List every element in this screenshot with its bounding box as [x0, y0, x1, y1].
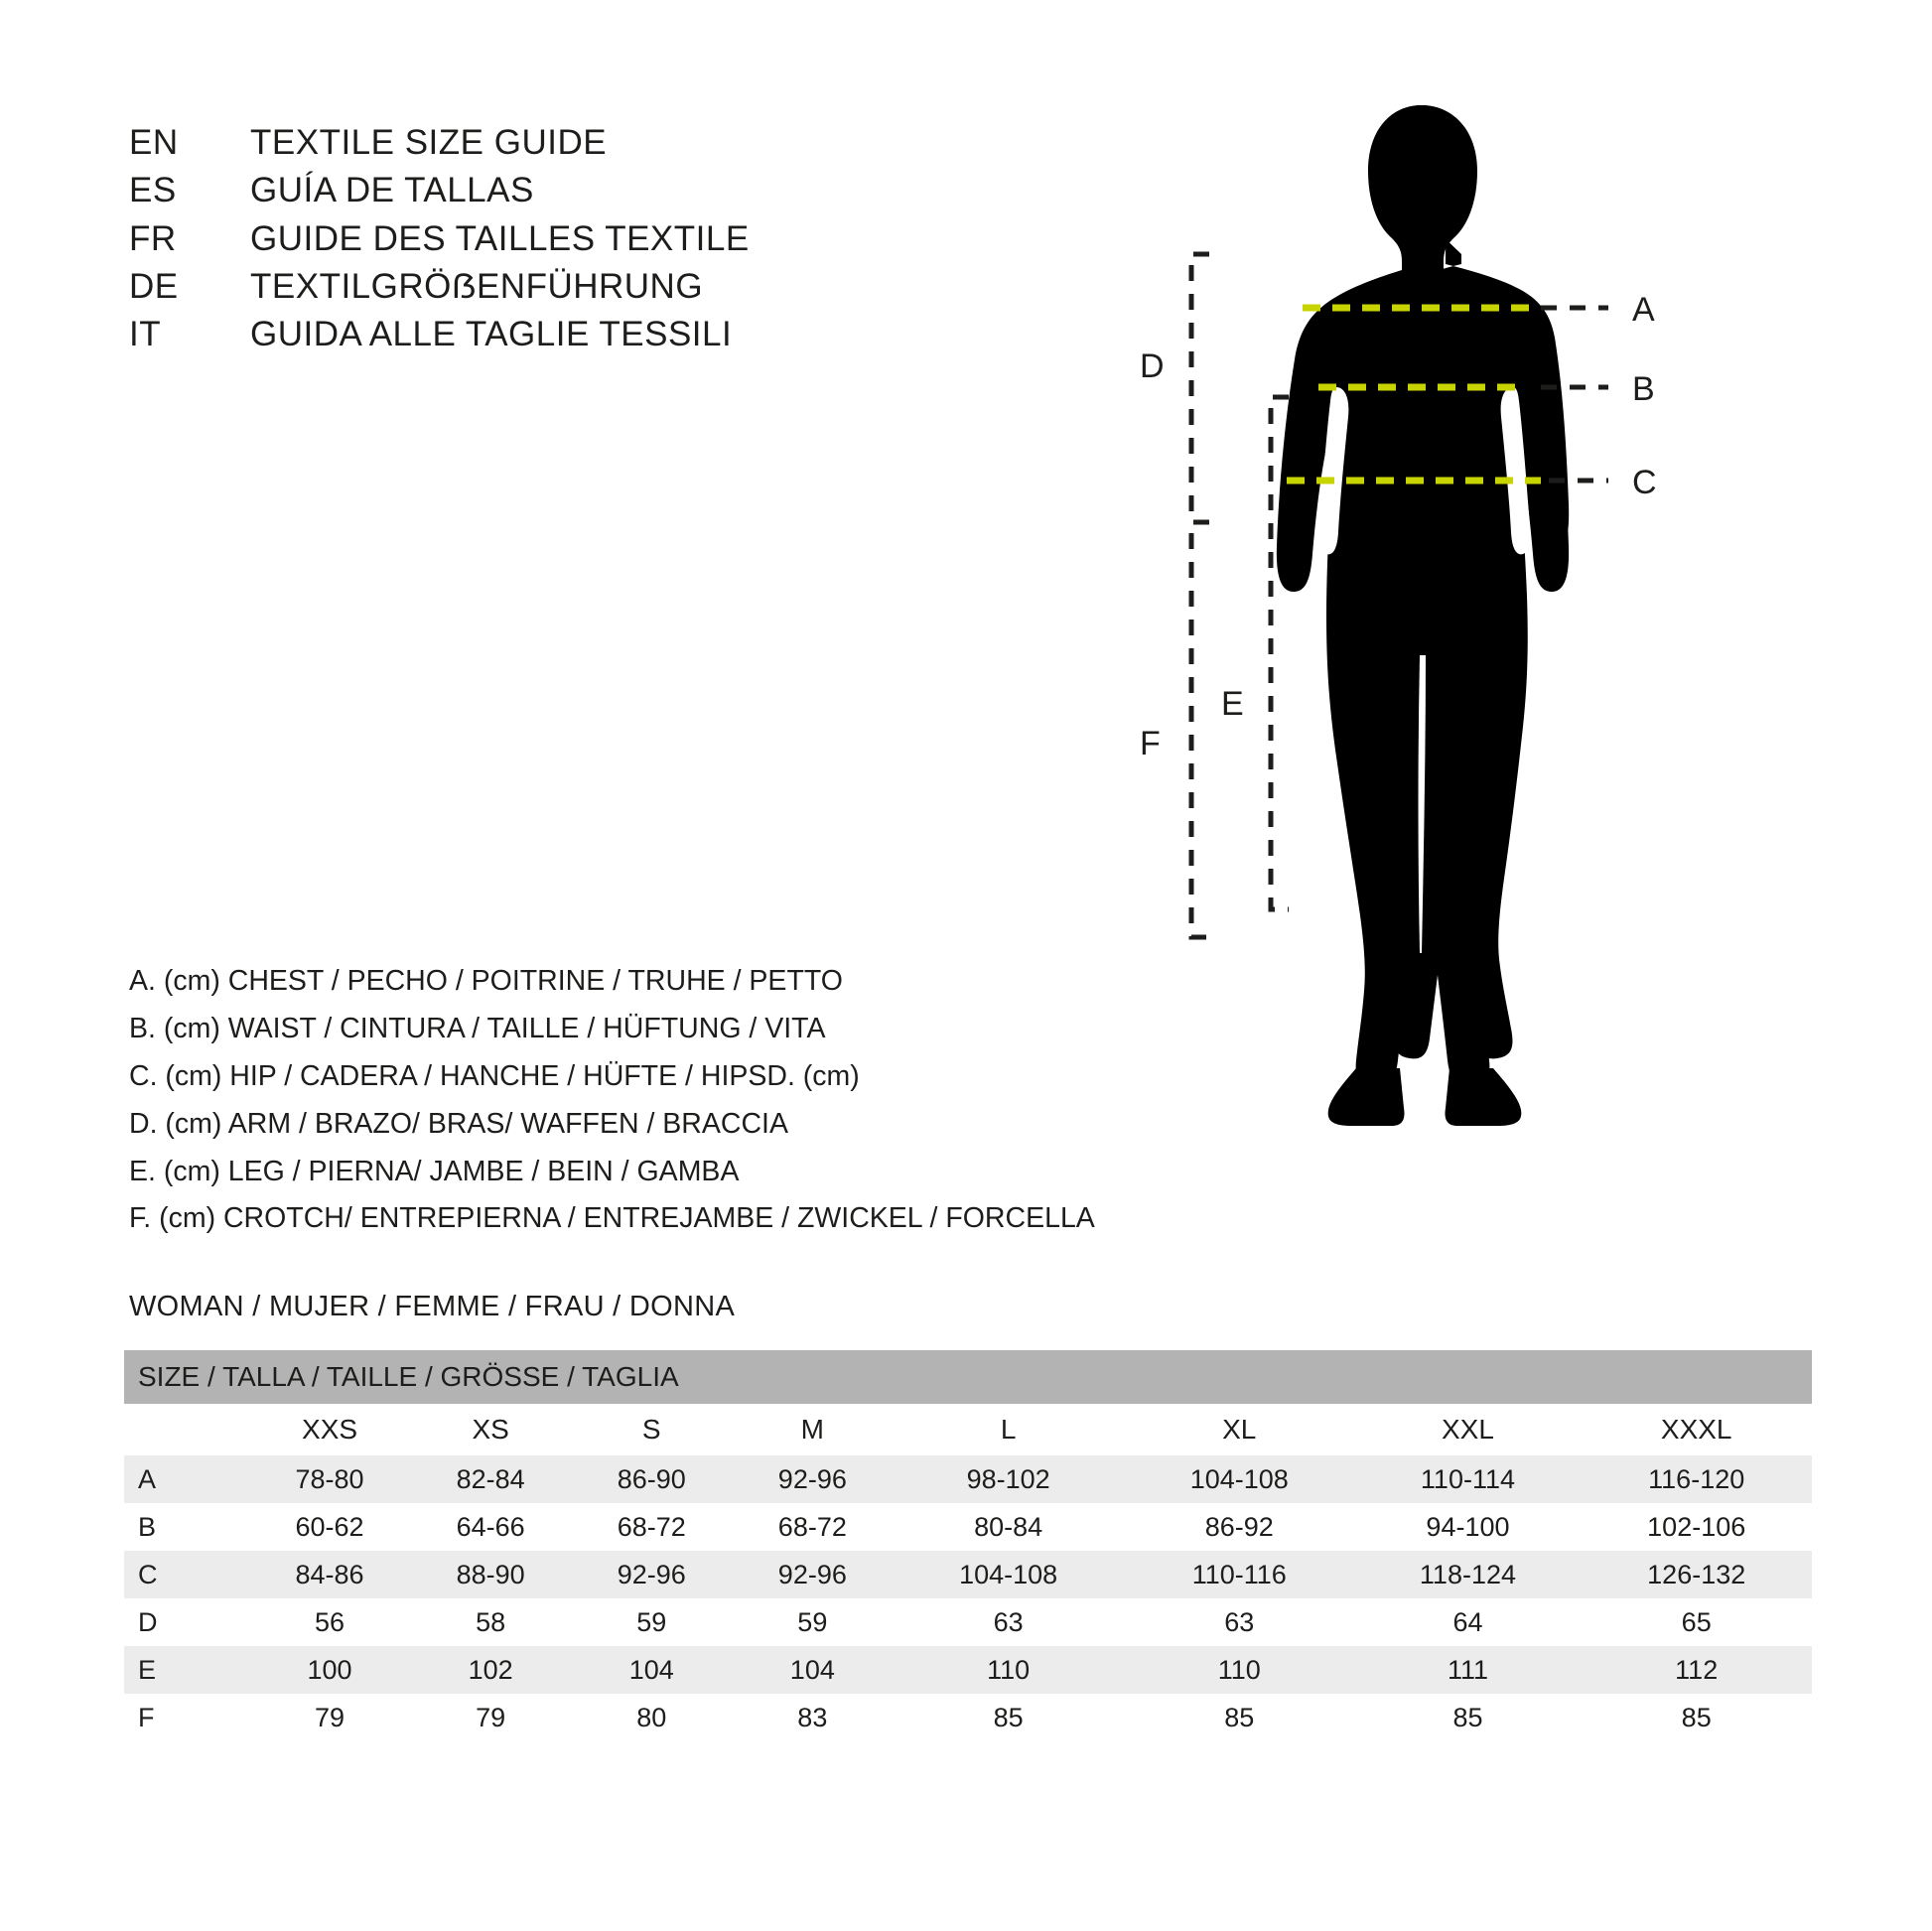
title-row [129, 311, 884, 358]
cell: 84-86 [249, 1551, 410, 1598]
title-row [129, 215, 884, 263]
legend-item-B: B. (cm) WAIST / CINTURA / TAILLE / HÜFTUNG / VITA [129, 1012, 826, 1044]
title-text: TEXTILGRÖẞENFÜHRUNG [250, 266, 704, 306]
cell: 110-116 [1124, 1551, 1355, 1598]
cell: 68-72 [732, 1503, 893, 1551]
callout-C: C [1632, 464, 1657, 501]
cell: 86-92 [1124, 1503, 1355, 1551]
table-row [124, 1503, 1812, 1551]
cell: 126-132 [1581, 1551, 1812, 1598]
cell: 82-84 [410, 1455, 571, 1503]
table-row [124, 1455, 1812, 1503]
cell: 92-96 [732, 1455, 893, 1503]
col-header-xs: XS [410, 1404, 571, 1455]
cell: 92-96 [732, 1551, 893, 1598]
cell: 78-80 [249, 1455, 410, 1503]
title-text: GUIDE DES TAILLES TEXTILE [250, 218, 750, 258]
cell: 64 [1355, 1598, 1582, 1646]
title-lang-code: FR [129, 218, 177, 258]
cell: 100 [249, 1646, 410, 1694]
cell: 68-72 [571, 1503, 732, 1551]
legend-item-F: F. (cm) CROTCH/ ENTREPIERNA / ENTREJAMBE / ZWICKEL / FORCELLA [129, 1202, 1095, 1235]
row-key: C [124, 1551, 249, 1598]
cell: 112 [1581, 1646, 1812, 1694]
cell: 110 [893, 1646, 1124, 1694]
cell: 118-124 [1355, 1551, 1582, 1598]
cell: 104-108 [1124, 1455, 1355, 1503]
row-key: A [124, 1455, 249, 1503]
legend-item-A: A. (cm) CHEST / PECHO / POITRINE / TRUHE / PETTO [129, 965, 843, 997]
callout-A: A [1632, 291, 1655, 329]
cell: 110 [1124, 1646, 1355, 1694]
col-header-xxxl: XXXL [1581, 1404, 1812, 1455]
cell: 104-108 [893, 1551, 1124, 1598]
table-header-corner [124, 1404, 249, 1455]
cell: 83 [732, 1694, 893, 1741]
col-header-l: L [893, 1404, 1124, 1455]
cell: 59 [732, 1598, 893, 1646]
title-lang-code: EN [129, 123, 179, 162]
cell: 59 [571, 1598, 732, 1646]
cell: 85 [1355, 1694, 1582, 1741]
cell: 88-90 [410, 1551, 571, 1598]
legend-item-C: C. (cm) HIP / CADERA / HANCHE / HÜFTE / HIPSD. (cm) [129, 1059, 860, 1092]
bracket-label-E: E [1221, 685, 1244, 723]
cell: 104 [571, 1646, 732, 1694]
cell: 80-84 [893, 1503, 1124, 1551]
group-label: WOMAN / MUJER / FEMME / FRAU / DONNA [129, 1291, 736, 1322]
cell: 98-102 [893, 1455, 1124, 1503]
table-header-row [124, 1404, 1812, 1455]
cell: 86-90 [571, 1455, 732, 1503]
title-lang-code: ES [129, 171, 177, 210]
legend-item-E: E. (cm) LEG / PIERNA/ JAMBE / BEIN / GAMBA [129, 1155, 740, 1187]
title-lang-code: DE [129, 266, 179, 306]
table-row [124, 1694, 1812, 1741]
cell: 92-96 [571, 1551, 732, 1598]
col-header-m: M [732, 1404, 893, 1455]
size-table [124, 1350, 1812, 1741]
callout-B: B [1632, 370, 1655, 408]
row-key: B [124, 1503, 249, 1551]
table-row [124, 1551, 1812, 1598]
table-row [124, 1598, 1812, 1646]
cell: 111 [1355, 1646, 1582, 1694]
cell: 79 [410, 1694, 571, 1741]
legend-item-D: D. (cm) ARM / BRAZO/ BRAS/ WAFFEN / BRACCIA [129, 1107, 788, 1140]
table-caption: SIZE / TALLA / TAILLE / GRÖSSE / TAGLIA [124, 1350, 1812, 1404]
cell: 102-106 [1581, 1503, 1812, 1551]
title-text: GUIDA ALLE TAGLIE TESSILI [250, 315, 733, 354]
cell: 85 [893, 1694, 1124, 1741]
cell: 63 [1124, 1598, 1355, 1646]
col-header-s: S [571, 1404, 732, 1455]
cell: 94-100 [1355, 1503, 1582, 1551]
cell: 56 [249, 1598, 410, 1646]
cell: 80 [571, 1694, 732, 1741]
cell: 102 [410, 1646, 571, 1694]
table-row [124, 1646, 1812, 1694]
vertical-brackets [1191, 254, 1289, 937]
title-text: GUÍA DE TALLAS [250, 171, 534, 210]
col-header-xl: XL [1124, 1404, 1355, 1455]
cell: 65 [1581, 1598, 1812, 1646]
title-row [129, 263, 884, 311]
table-caption-row [124, 1350, 1812, 1404]
bracket-label-F: F [1140, 725, 1161, 762]
cell: 85 [1124, 1694, 1355, 1741]
title-row [129, 119, 884, 167]
col-header-xxl: XXL [1355, 1404, 1582, 1455]
cell: 58 [410, 1598, 571, 1646]
bracket-label-D: D [1140, 347, 1165, 385]
cell: 85 [1581, 1694, 1812, 1741]
woman-silhouette [1277, 105, 1569, 1126]
row-key: D [124, 1598, 249, 1646]
row-key: F [124, 1694, 249, 1741]
cell: 79 [249, 1694, 410, 1741]
col-header-xxs: XXS [249, 1404, 410, 1455]
title-block [129, 119, 884, 358]
cell: 63 [893, 1598, 1124, 1646]
title-text: TEXTILE SIZE GUIDE [250, 123, 608, 162]
cell: 116-120 [1581, 1455, 1812, 1503]
row-key: E [124, 1646, 249, 1694]
cell: 110-114 [1355, 1455, 1582, 1503]
title-lang-code: IT [129, 315, 162, 354]
cell: 104 [732, 1646, 893, 1694]
legend-block [129, 958, 1221, 1243]
cell: 60-62 [249, 1503, 410, 1551]
cell: 64-66 [410, 1503, 571, 1551]
title-row [129, 167, 884, 214]
